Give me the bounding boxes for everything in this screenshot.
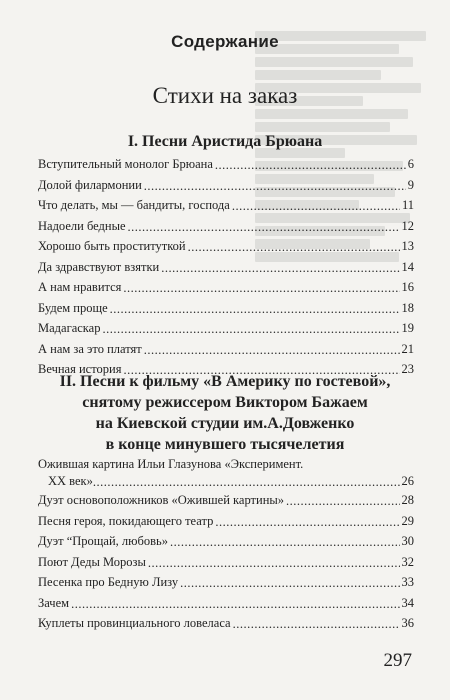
toc-entry-page: 11 bbox=[401, 198, 414, 212]
toc-entry-title: Ожившая картина Ильи Глазунова «Эксперимент. bbox=[38, 457, 304, 471]
book-title: Стихи на заказ bbox=[152, 83, 298, 108]
toc-entry-title: Да здравствуют взятки bbox=[38, 259, 160, 274]
contents-heading: Содержание bbox=[171, 32, 279, 51]
leader-dots bbox=[123, 278, 399, 292]
toc-entry[interactable] bbox=[38, 572, 414, 593]
leader-dots bbox=[161, 258, 399, 272]
toc-entry-title: Зачем bbox=[38, 595, 70, 610]
toc-entry-title: Мадагаскар bbox=[38, 321, 101, 335]
toc-entry[interactable] bbox=[38, 490, 414, 511]
section-title-line: снятому режиссером Виктором Бажаем bbox=[82, 394, 368, 411]
toc-entry-page: 19 bbox=[401, 321, 414, 335]
leader-dots bbox=[148, 553, 400, 567]
section-title-line: II. Песни к фильму «В Америку по гостевой», bbox=[59, 373, 391, 390]
toc-entry[interactable] bbox=[38, 613, 414, 634]
toc-entry-page: 9 bbox=[407, 177, 414, 192]
toc-entry[interactable] bbox=[38, 195, 414, 216]
toc-entry[interactable] bbox=[38, 175, 414, 196]
toc-list bbox=[38, 454, 414, 634]
toc-entry[interactable] bbox=[38, 216, 414, 237]
toc-entry-title: Что делать, мы — бандиты, господа bbox=[38, 198, 230, 212]
leader-dots bbox=[102, 319, 399, 333]
toc-entry[interactable] bbox=[38, 339, 414, 360]
toc-entry[interactable] bbox=[38, 593, 414, 614]
section-title bbox=[30, 371, 420, 455]
toc-entry-title: Дуэт “Прощай, любовь» bbox=[38, 534, 168, 548]
toc-entry[interactable] bbox=[38, 318, 414, 339]
leader-dots bbox=[188, 237, 400, 251]
toc-entry-title: Вечная история bbox=[38, 362, 122, 376]
page-number: 297 bbox=[383, 650, 412, 671]
toc-entry-title: А нам за это платят bbox=[38, 341, 142, 356]
toc-entry-title: Будем проще bbox=[38, 300, 108, 315]
toc-entry-page: 26 bbox=[401, 474, 414, 488]
leader-dots bbox=[110, 299, 400, 313]
leader-dots bbox=[144, 176, 406, 190]
leader-dots bbox=[71, 594, 399, 608]
toc-entry-title: Поют Деды Морозы bbox=[38, 554, 146, 569]
toc-entry-page: 33 bbox=[401, 575, 414, 589]
toc-entry-title: Песенка про Бедную Лизу bbox=[38, 575, 179, 589]
leader-dots bbox=[180, 573, 399, 587]
toc-entry-page: 14 bbox=[401, 259, 414, 274]
toc-entry-page: 28 bbox=[401, 493, 414, 507]
toc-entry-title: Хорошо быть проституткой bbox=[38, 239, 186, 253]
toc-entry-title: Куплеты провинциального ловеласа bbox=[38, 616, 231, 630]
section-title-line: на Киевской студии им.А.Довженко bbox=[95, 415, 355, 432]
toc-entry-page: 36 bbox=[401, 616, 414, 630]
toc-entry-page: 30 bbox=[401, 534, 414, 548]
toc-entry[interactable] bbox=[38, 298, 414, 319]
toc-entry-title: А нам нравится bbox=[38, 280, 122, 294]
toc-entry-page: 12 bbox=[401, 218, 414, 233]
toc-entry-title: Дуэт основоположников «Ожившей картины» bbox=[38, 493, 285, 507]
toc-entry[interactable] bbox=[38, 236, 414, 257]
toc-entry[interactable] bbox=[38, 552, 414, 573]
leader-dots bbox=[215, 512, 399, 526]
section-title: I. Песни Аристида Брюана bbox=[127, 133, 323, 150]
toc-entry-title-continued: XX век» bbox=[48, 474, 93, 488]
leader-dots bbox=[233, 614, 400, 628]
toc-entry-page: 29 bbox=[401, 513, 414, 528]
toc-entry[interactable] bbox=[38, 277, 414, 298]
leader-dots bbox=[215, 155, 406, 169]
toc-entry-page: 34 bbox=[401, 595, 414, 610]
toc-entry-page: 13 bbox=[401, 239, 414, 253]
leader-dots bbox=[170, 532, 400, 546]
toc-list bbox=[38, 154, 414, 380]
leader-dots bbox=[232, 196, 400, 210]
leader-dots bbox=[286, 491, 399, 505]
leader-dots bbox=[93, 474, 402, 488]
toc-entry[interactable] bbox=[38, 154, 414, 175]
section-title-line: в конце минувшего тысячелетия bbox=[105, 436, 345, 453]
toc-entry-page: 23 bbox=[401, 362, 414, 376]
toc-entry-page: 32 bbox=[401, 554, 414, 569]
leader-dots bbox=[144, 340, 400, 354]
toc-entry[interactable] bbox=[38, 456, 414, 490]
toc-entry-title: Песня героя, покидающего театр bbox=[38, 513, 214, 528]
toc-entry-title: Вступительный монолог Брюана bbox=[38, 157, 213, 171]
toc-entry-page: 16 bbox=[401, 280, 414, 294]
toc-entry-title: Долой филармонии bbox=[38, 177, 142, 192]
toc-entry[interactable] bbox=[38, 257, 414, 278]
toc-entry-title: Надоели бедные bbox=[38, 218, 126, 233]
toc-entry-page: 21 bbox=[401, 341, 414, 356]
toc-entry[interactable] bbox=[38, 511, 414, 532]
toc-entry-page: 6 bbox=[407, 157, 414, 171]
leader-dots bbox=[128, 217, 400, 231]
toc-entry[interactable] bbox=[38, 531, 414, 552]
toc-entry-page: 18 bbox=[401, 300, 414, 315]
